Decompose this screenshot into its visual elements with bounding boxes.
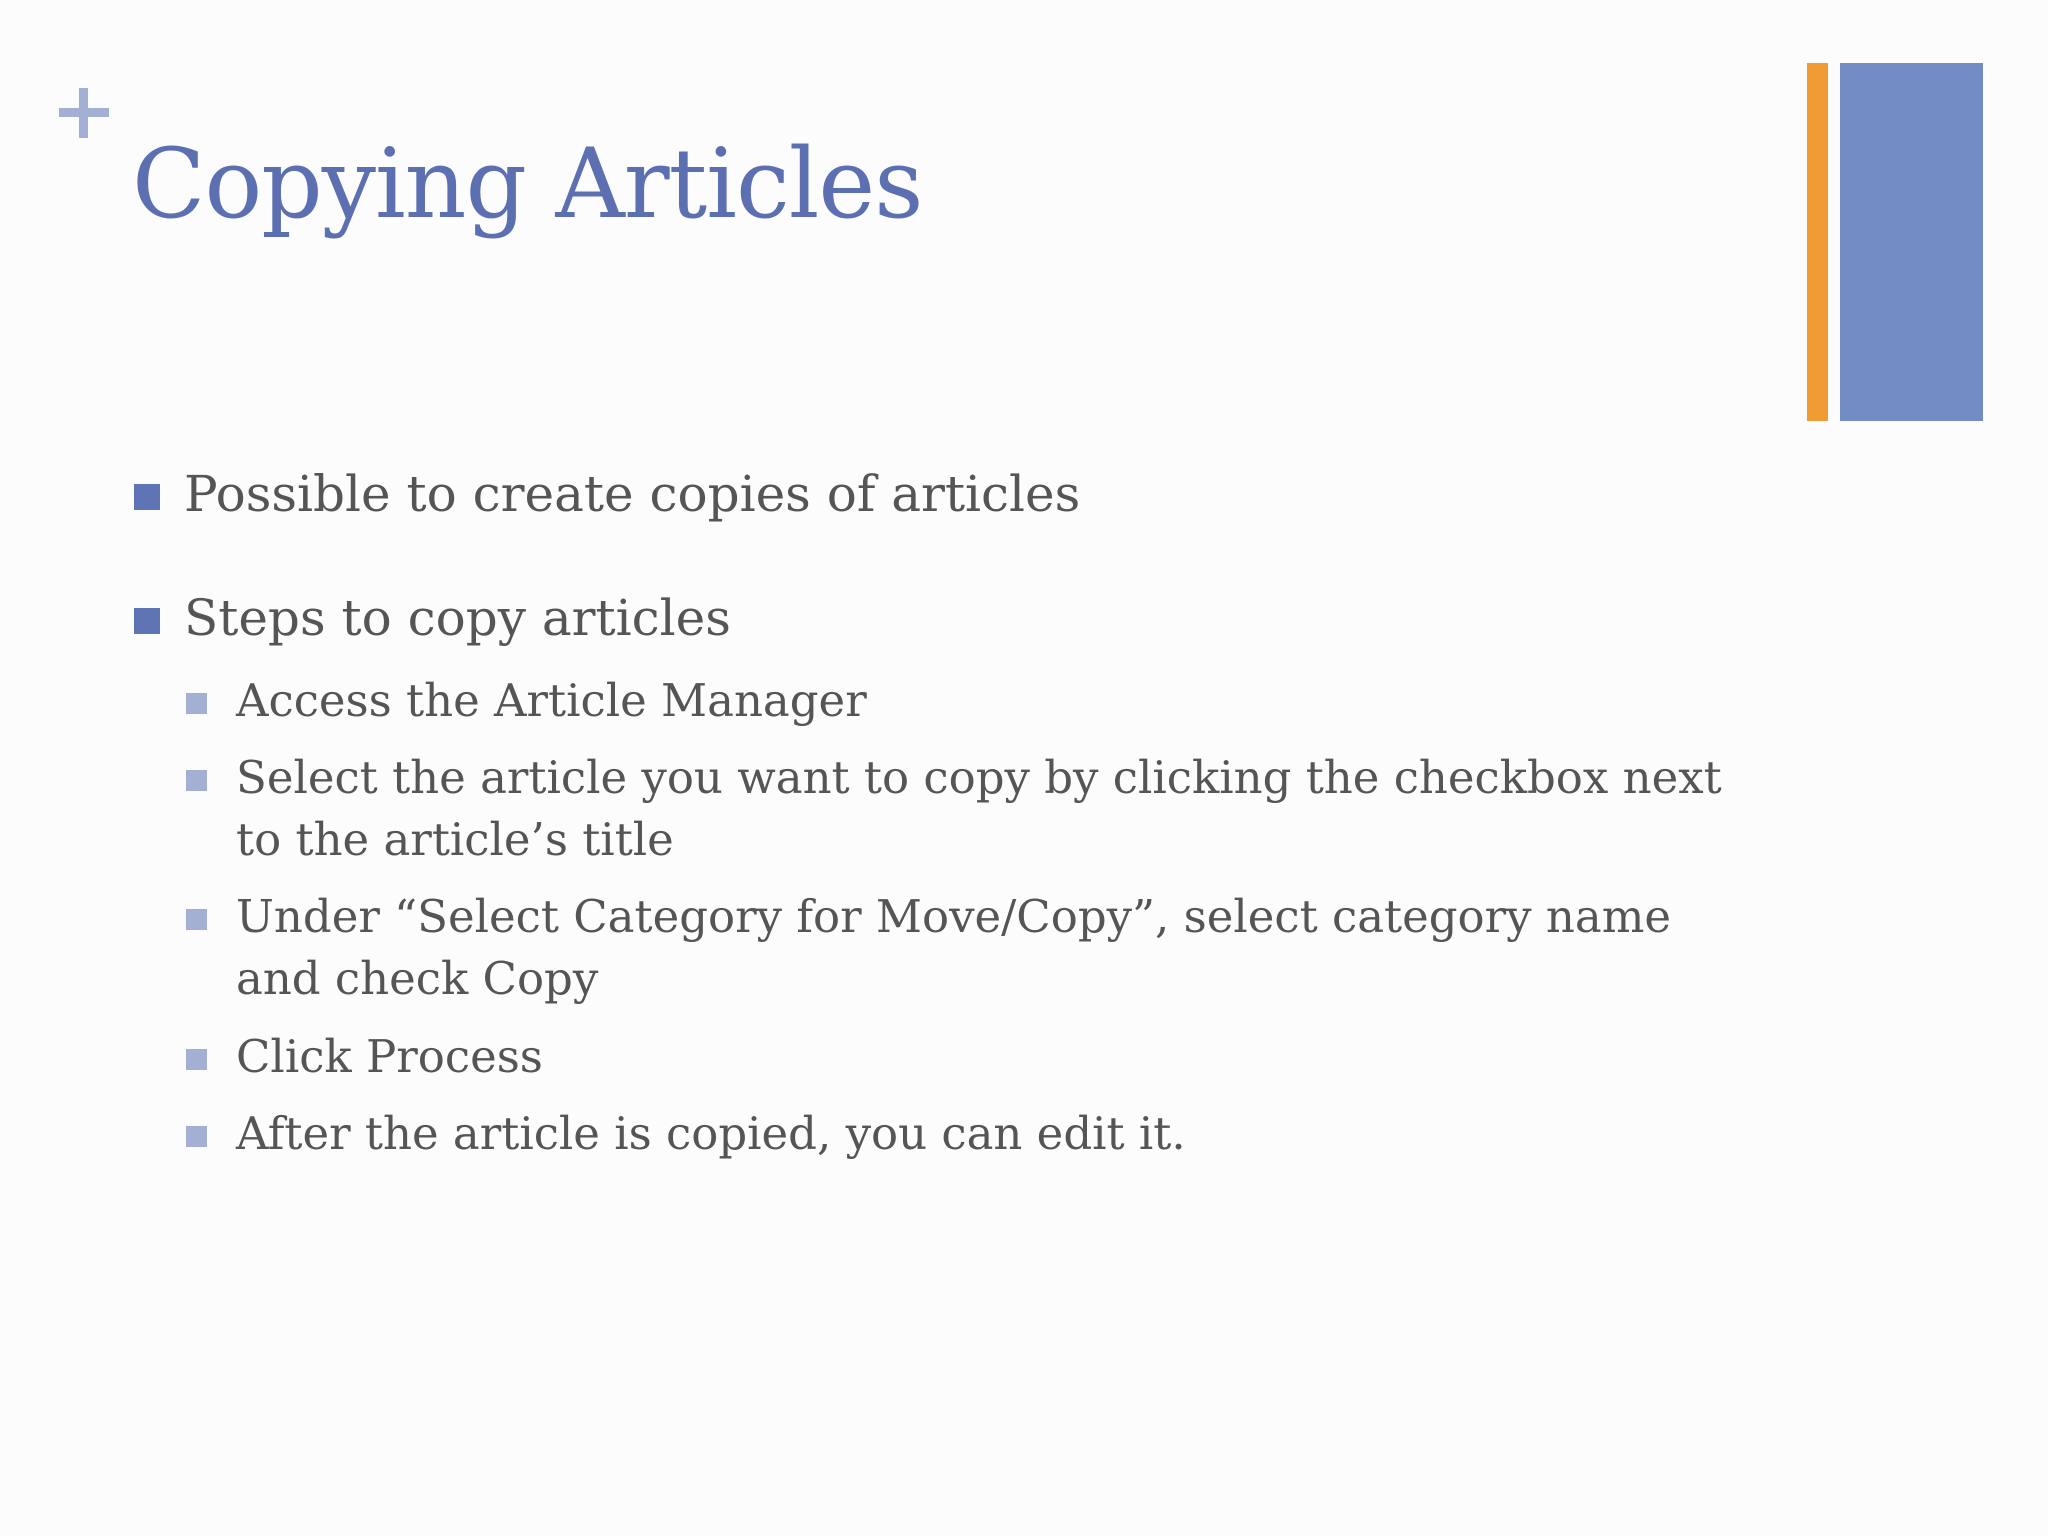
sub-bullet-text: Click Process: [236, 1030, 543, 1083]
sub-bullet-square-icon: [186, 909, 207, 930]
sub-bullet-text: Under “Select Category for Move/Copy”, select category name and check Copy: [236, 890, 1671, 1005]
sub-bullet-text: After the article is copied, you can edit it.: [236, 1107, 1186, 1160]
sub-bullet-square-icon: [186, 1126, 207, 1147]
sub-bullet-text: Select the article you want to copy by clicking the checkbox next to the article’s title: [236, 751, 1722, 866]
bullet-text: Possible to create copies of articles: [184, 465, 1081, 523]
sub-bullet-text: Access the Article Manager: [236, 674, 867, 727]
accent-bar-blue: [1840, 63, 1983, 421]
bullet-square-icon: [134, 608, 160, 634]
slide-title: Copying Articles: [132, 128, 923, 240]
bullet-text: Steps to copy articles: [184, 589, 731, 647]
plus-icon: [54, 82, 114, 142]
sub-bullet-square-icon: [186, 770, 207, 791]
bullet-square-icon: [134, 484, 160, 510]
accent-bar-orange: [1807, 63, 1828, 421]
sub-bullet-square-icon: [186, 693, 207, 714]
sub-bullet-square-icon: [186, 1049, 207, 1070]
